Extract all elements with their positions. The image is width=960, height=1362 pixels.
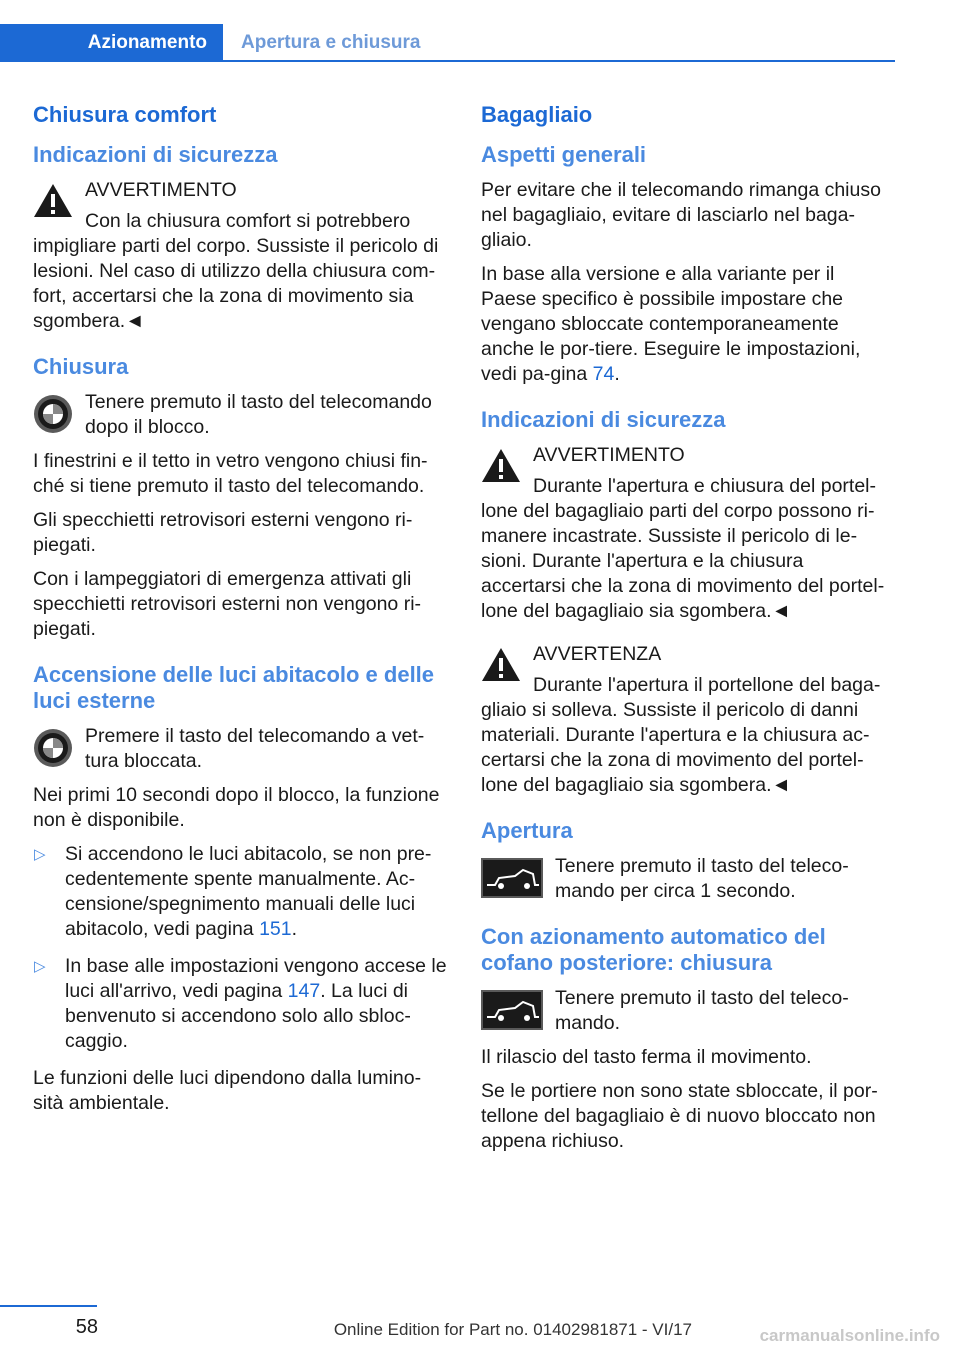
lights-block xyxy=(33,724,449,774)
page-number: 58 xyxy=(75,1316,98,1338)
heading-lights: Accensione delle luci abitacolo e delle luci esterne xyxy=(33,662,435,713)
section-title-trunk: Bagagliaio xyxy=(481,102,593,127)
paragraph-10-seconds: Nei primi 10 secondi dopo il blocco, la funzione non è disponibile. xyxy=(33,784,440,831)
warning-icon xyxy=(33,182,73,218)
caution-text: Durante l'apertura il portellone del baga-gliaio si solleva. Sussiste il pericolo di danni materiali. Durante l'apertura e la chiusura ac-certarsi che la zona di movimento del portel-lone del bagagliaio sia sgombera.◄ xyxy=(481,674,881,796)
paragraph-windows: I finestrini e il tetto in vetro vengono chiusi fin-ché si tiene premuto il tasto del telecomando. xyxy=(33,450,428,497)
warning-icon xyxy=(481,646,521,682)
closing-block xyxy=(33,390,449,440)
page-link[interactable]: 151 xyxy=(259,918,292,940)
bullet-list xyxy=(33,842,449,1054)
section-title-comfort-closing: Chiusura comfort xyxy=(33,102,217,127)
bullet-text: Si accendono le luci abitacolo, se non pre-cedentemente spente manualmente. Ac-censione/spegnimento manuali delle luci abitacolo, vedi pagina xyxy=(65,843,432,940)
remote-key-icon xyxy=(33,394,73,434)
section-tab[interactable]: Azionamento xyxy=(0,24,223,62)
warning-icon xyxy=(481,447,521,483)
auto-closing-block xyxy=(481,986,893,1036)
heading-general: Aspetti generali xyxy=(481,142,647,167)
car-tailgate-icon xyxy=(481,858,543,898)
warning-block xyxy=(33,178,449,334)
heading-safety: Indicazioni di sicurezza xyxy=(481,407,726,432)
opening-text: Tenere premuto il tasto del teleco-mando per circa 1 secondo. xyxy=(555,855,849,902)
warning-text: Con la chiusura comfort si potrebbero impigliare parti del corpo. Sussiste il pericolo di lesioni. Nel caso di utilizzo della chiusura com-fort, accertarsi che la zona di movimento sia sgombera.◄ xyxy=(33,210,439,332)
heading-safety: Indicazioni di sicurezza xyxy=(33,142,278,167)
remote-key-icon xyxy=(33,728,73,768)
warning-block xyxy=(481,443,893,624)
list-item: ▷ Si accendono le luci abitacolo, se non pre-cedentemente spente manualmente. Ac-censione/spegnimento manuali delle luci abitacolo, vedi pagina 151. xyxy=(34,843,432,940)
paragraph-mirrors: Gli specchietti retrovisori esterni vengono ri-piegati. xyxy=(33,509,413,556)
page-link[interactable]: 74 xyxy=(592,363,615,385)
lights-text: Premere il tasto del telecomando a vet-tura bloccata. xyxy=(85,725,425,772)
paragraph-settings-text: In base alla versione e alla variante per il Paese specifico è possibile impostare che vengano sbloccate contemporaneamente anche le por-tiere. Eseguire le impostazioni, vedi pa-gina xyxy=(481,263,861,385)
watermark: carmanualsonline.info xyxy=(759,1326,940,1345)
paragraph-release: Il rilascio del tasto ferma il movimento. xyxy=(481,1046,812,1068)
footer-rule xyxy=(0,1305,97,1307)
triangle-bullet-icon: ▷ xyxy=(34,958,46,975)
caution-block xyxy=(481,642,893,798)
warning-text: Durante l'apertura e chiusura del portel-lone del bagagliaio parti del corpo possono ri-manere incastrate. Sussiste il pericolo di le-sioni. Durante l'apertura e la chiusura accertarsi che la zona di movimento del portel-lone del bagagliaio sia sgombera.◄ xyxy=(481,475,885,622)
bullet-text-rest: . La luci di benvenuto si accendono solo allo sbloc-caggio. xyxy=(65,980,411,1052)
heading-auto-closing: Con azionamento automatico del cofano posteriore: chiusura xyxy=(481,924,826,975)
chapter-tab[interactable]: Apertura e chiusura xyxy=(241,32,421,53)
list-item xyxy=(33,954,449,1054)
opening-block xyxy=(481,854,893,904)
heading-opening: Apertura xyxy=(481,818,573,843)
paragraph-ambient: Le funzioni delle luci dipendono dalla lumino-sità ambientale. xyxy=(33,1067,422,1114)
top-navigation-bar xyxy=(0,24,895,62)
edition-text: Online Edition for Part no. 01402981871 - VI/17 xyxy=(333,1320,692,1339)
left-column xyxy=(33,102,449,1125)
page-link[interactable]: 147 xyxy=(287,980,321,1002)
heading-closing: Chiusura xyxy=(33,354,129,379)
right-column xyxy=(481,102,893,1163)
closing-text: Tenere premuto il tasto del telecomando dopo il blocco. xyxy=(85,391,432,438)
paragraph-remote-in-trunk: Per evitare che il telecomando rimanga chiuso nel bagagliaio, evitare di lasciarlo nel baga-gliaio. xyxy=(481,179,881,251)
warning-label: AVVERTIMENTO xyxy=(85,179,237,201)
car-tailgate-icon xyxy=(481,990,543,1030)
caution-label: AVVERTENZA xyxy=(533,643,662,665)
paragraph-relock: Se le portiere non sono state sbloccate, il por-tellone del bagagliaio è di nuovo bloccato non appena richiuso. xyxy=(481,1080,878,1152)
header-rule xyxy=(0,60,895,62)
warning-label: AVVERTIMENTO xyxy=(533,444,685,466)
paragraph-settings: In base alla versione e alla variante per il Paese specifico è possibile impostare che vengano sbloccate contemporaneamente anche le por-tiere. Eseguire le impostazioni, vedi pa-gina 74. xyxy=(481,263,861,385)
triangle-bullet-icon: ▷ xyxy=(34,846,46,863)
paragraph-hazard: Con i lampeggiatori di emergenza attivati gli specchietti retrovisori esterni non vengono ri-piegati. xyxy=(33,568,422,640)
auto-closing-text: Tenere premuto il tasto del teleco-mando. xyxy=(555,987,849,1034)
bullet-text: In base alle impostazioni vengono accese le luci all'arrivo, vedi pagina xyxy=(65,955,447,1002)
